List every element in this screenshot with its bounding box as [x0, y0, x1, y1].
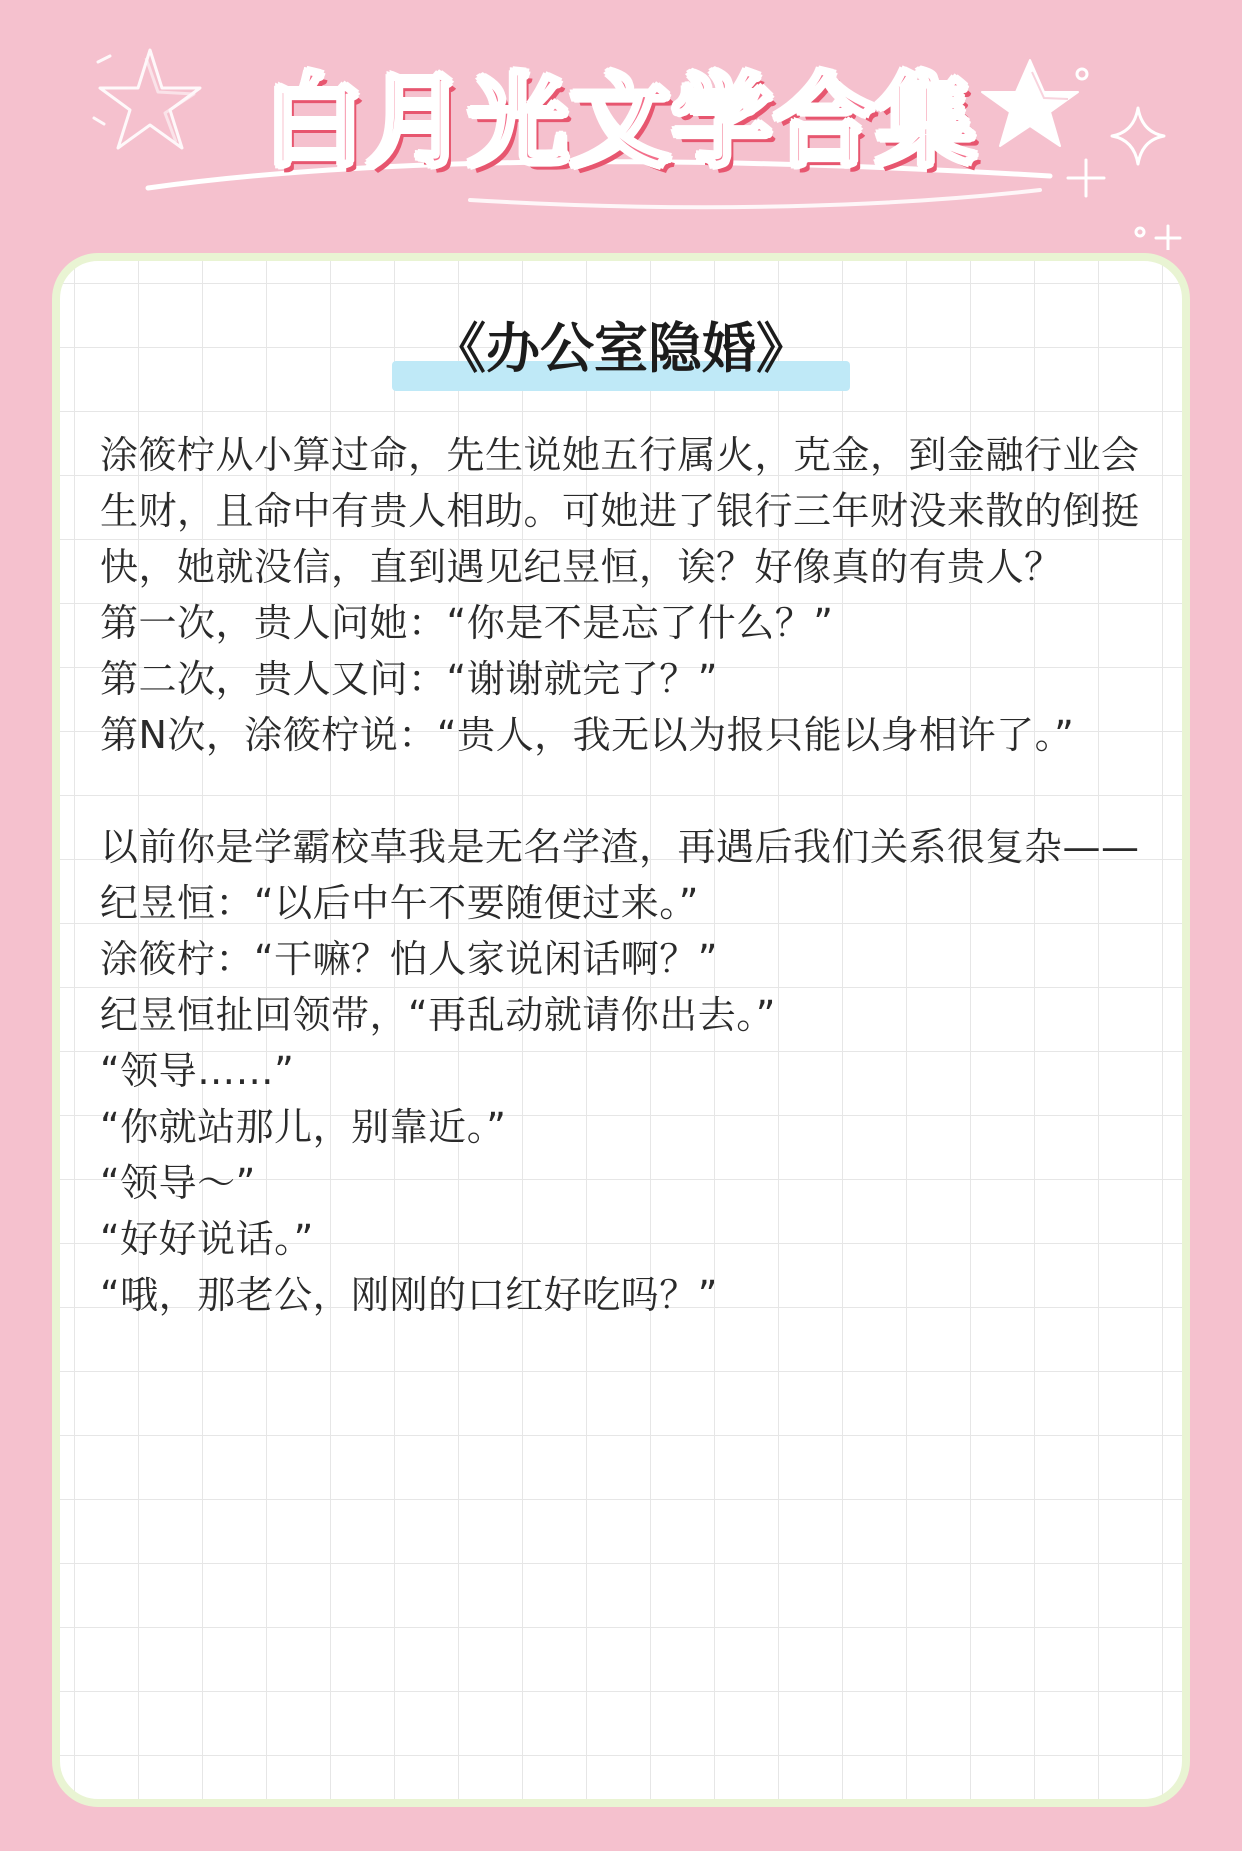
book-title-area [60, 309, 1182, 399]
paragraph: “好好说话。” [100, 1217, 314, 1261]
synopsis-text [100, 427, 1150, 1323]
paragraph: 第二次，贵人又问：“谢谢就完了？” [100, 657, 718, 701]
paragraph: 第N次，涂筱柠说：“贵人，我无以为报只能以身相许了。” [100, 713, 1075, 757]
paragraph: “你就站那儿，别靠近。” [100, 1105, 507, 1149]
header [0, 0, 1242, 250]
paragraph: “领导……” [100, 1049, 295, 1093]
page-title: 白月光文学合集 [264, 63, 978, 180]
title-swoosh-lower [470, 190, 1040, 207]
content-card [52, 253, 1190, 1807]
watermark-area [0, 1816, 1242, 1846]
paragraph: 第一次，贵人问她：“你是不是忘了什么？” [100, 601, 834, 645]
paragraph: 涂筱柠：“干嘛？怕人家说闲话啊？” [100, 937, 718, 981]
paragraph: 纪昱恒扯回领带，“再乱动就请你出去。” [100, 993, 776, 1037]
paragraph: “哦，那老公，刚刚的口红好吃吗？” [100, 1273, 718, 1317]
book-title: 《办公室隐婚》 [432, 317, 810, 380]
paragraph: 以前你是学霸校草我是无名学渣，再遇后我们关系很复杂—— [100, 825, 1140, 869]
paragraph: 纪昱恒：“以后中午不要随便过来。” [100, 881, 699, 925]
paragraph: 涂筱柠从小算过命，先生说她五行属火，克金，到金融行业会生财，且命中有贵人相助。可她进了银行三年财没来散的倒挺快，她就没信，直到遇见纪昱恒，诶？好像真的有贵人？ [100, 433, 1140, 589]
paragraph-gap [100, 763, 1150, 819]
paragraph: “领导～” [100, 1161, 256, 1205]
